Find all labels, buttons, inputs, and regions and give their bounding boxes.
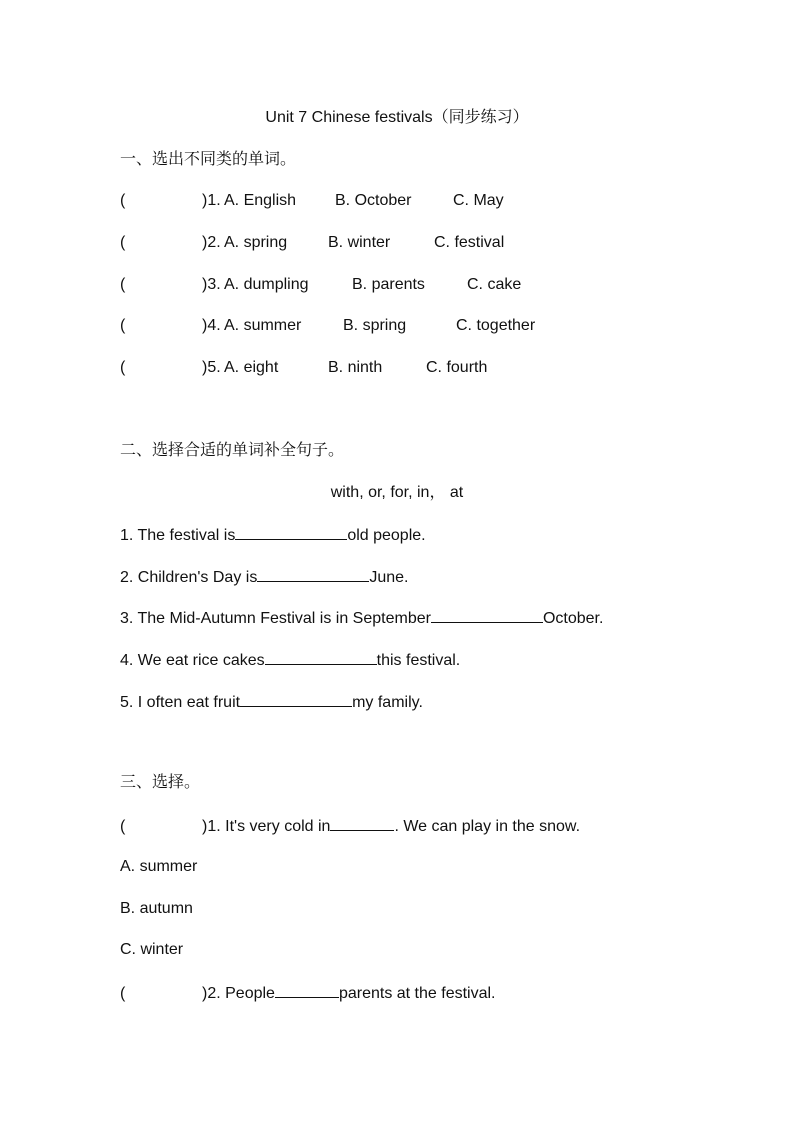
option-c: C. cake [467, 276, 522, 293]
answer-paren[interactable]: ( [120, 985, 126, 1002]
s1-question-2: ( )2. A. spring B. winter C. festival [120, 234, 505, 251]
answer-paren[interactable]: ( [120, 192, 126, 209]
s1-question-5: ( )5. A. eight B. ninth C. fourth [120, 359, 488, 376]
s3-option-a: A. summer [120, 858, 198, 875]
s3-question-2: ( )2. People parents at the festival. [120, 982, 495, 1004]
option-b: B. ninth [328, 359, 383, 376]
answer-paren[interactable]: ( [120, 276, 126, 293]
option-c: C. together [456, 317, 536, 334]
s2-sentence-2: 2. Children's Day is June. [120, 566, 408, 588]
section3-heading: 三、选择。 [120, 774, 201, 791]
fill-blank[interactable] [275, 982, 339, 998]
option-b: B. October [335, 192, 412, 209]
option-c: C. fourth [426, 359, 488, 376]
answer-paren[interactable]: ( [120, 234, 126, 251]
fill-blank[interactable] [431, 607, 543, 623]
page-title: Unit 7 Chinese festivals（同步练习） [265, 109, 529, 126]
s2-sentence-3: 3. The Mid-Autumn Festival is in September October. [120, 607, 603, 629]
option-c: C. May [453, 192, 504, 209]
s3-question-1: ( )1. It's very cold in . We can play in the snow. [120, 815, 580, 837]
option-a: A. summer [224, 317, 302, 334]
fill-blank[interactable] [265, 649, 377, 665]
section2-heading: 二、选择合适的单词补全句子。 [120, 442, 345, 459]
word-bank: with, or, for, in， at [330, 484, 464, 501]
s3-option-b: B. autumn [120, 900, 193, 917]
option-a: A. eight [224, 359, 279, 376]
s2-sentence-4: 4. We eat rice cakes this festival. [120, 649, 460, 671]
s1-question-4: ( )4. A. summer B. spring C. together [120, 317, 536, 334]
answer-paren[interactable]: ( [120, 359, 126, 376]
answer-paren[interactable]: ( [120, 818, 126, 835]
fill-blank[interactable] [330, 815, 394, 831]
fill-blank[interactable] [240, 691, 352, 707]
fill-blank[interactable] [257, 566, 369, 582]
option-b: B. spring [343, 317, 407, 334]
answer-paren[interactable]: ( [120, 317, 126, 334]
option-b: B. winter [328, 234, 391, 251]
option-a: A. dumpling [224, 276, 309, 293]
s1-question-1: ( )1. A. English B. October C. May [120, 192, 504, 209]
s2-sentence-5: 5. I often eat fruit my family. [120, 691, 423, 713]
fill-blank[interactable] [235, 524, 347, 540]
s2-sentence-1: 1. The festival is old people. [120, 524, 426, 546]
s1-question-3: ( )3. A. dumpling B. parents C. cake [120, 276, 522, 293]
option-a: A. spring [224, 234, 288, 251]
option-c: C. festival [434, 234, 505, 251]
option-a: A. English [224, 192, 297, 209]
section1-heading: 一、选出不同类的单词。 [120, 151, 297, 168]
s3-option-c: C. winter [120, 941, 184, 958]
option-b: B. parents [352, 276, 425, 293]
